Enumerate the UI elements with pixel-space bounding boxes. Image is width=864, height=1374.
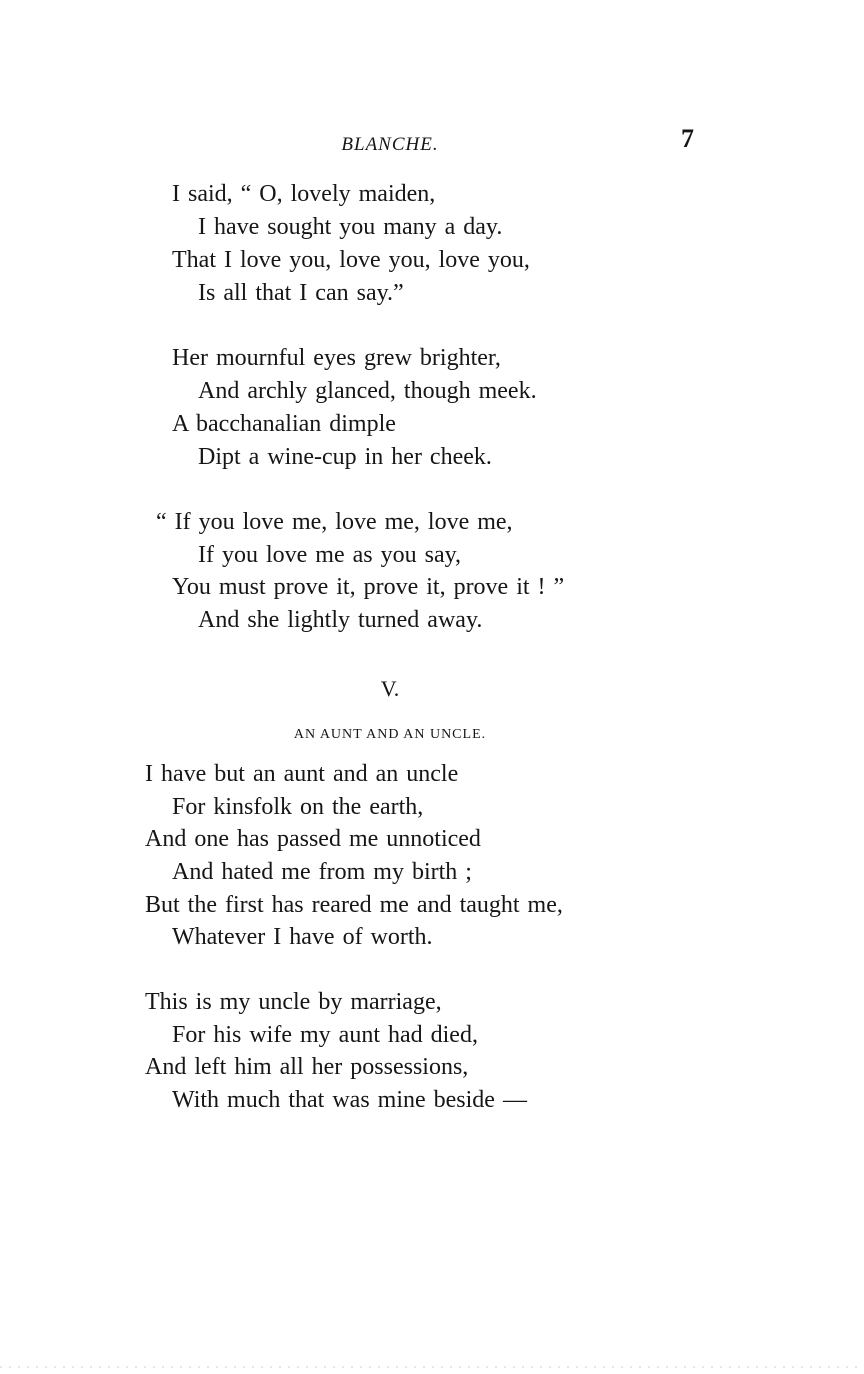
poem-line: I said, “ O, lovely maiden, <box>172 181 436 207</box>
section-numeral: V. <box>380 676 400 701</box>
poem-line: Whatever I have of worth. <box>172 924 433 950</box>
poem-line: A bacchanalian dimple <box>172 411 396 437</box>
poem-line: For his wife my aunt had died, <box>172 1022 478 1048</box>
page-number: 7 <box>681 124 694 153</box>
poem-line: With much that was mine beside — <box>172 1087 527 1113</box>
poem-line: And hated me from my birth ; <box>172 859 472 885</box>
poem-line: And archly glanced, though meek. <box>198 378 537 404</box>
poem-line: This is my uncle by marriage, <box>145 989 442 1015</box>
poem-line: “ If you love me, love me, love me, <box>156 509 513 535</box>
poem-line: Dipt a wine-cup in her cheek. <box>198 444 492 470</box>
poem-line: You must prove it, prove it, prove it ! ” <box>172 574 565 600</box>
poem-line: I have but an aunt and an uncle <box>145 761 459 787</box>
poem-line: That I love you, love you, love you, <box>172 247 530 273</box>
scan-edge-artifact <box>0 1366 864 1368</box>
poem-line: I have sought you many a day. <box>198 214 503 240</box>
running-title: BLANCHE. <box>341 134 439 155</box>
section-title: AN AUNT AND AN UNCLE. <box>293 727 487 742</box>
poem-line: But the first has reared me and taught me, <box>145 892 563 918</box>
poem-line: Is all that I can say.” <box>198 280 404 306</box>
poem-line: If you love me as you say, <box>198 542 462 568</box>
poem-line: And left him all her possessions, <box>145 1054 469 1080</box>
poem-line: And she lightly turned away. <box>198 607 483 633</box>
poem-line: For kinsfolk on the earth, <box>172 794 424 820</box>
poem-line: And one has passed me unnoticed <box>145 826 481 852</box>
poem-line: Her mournful eyes grew brighter, <box>172 345 501 371</box>
